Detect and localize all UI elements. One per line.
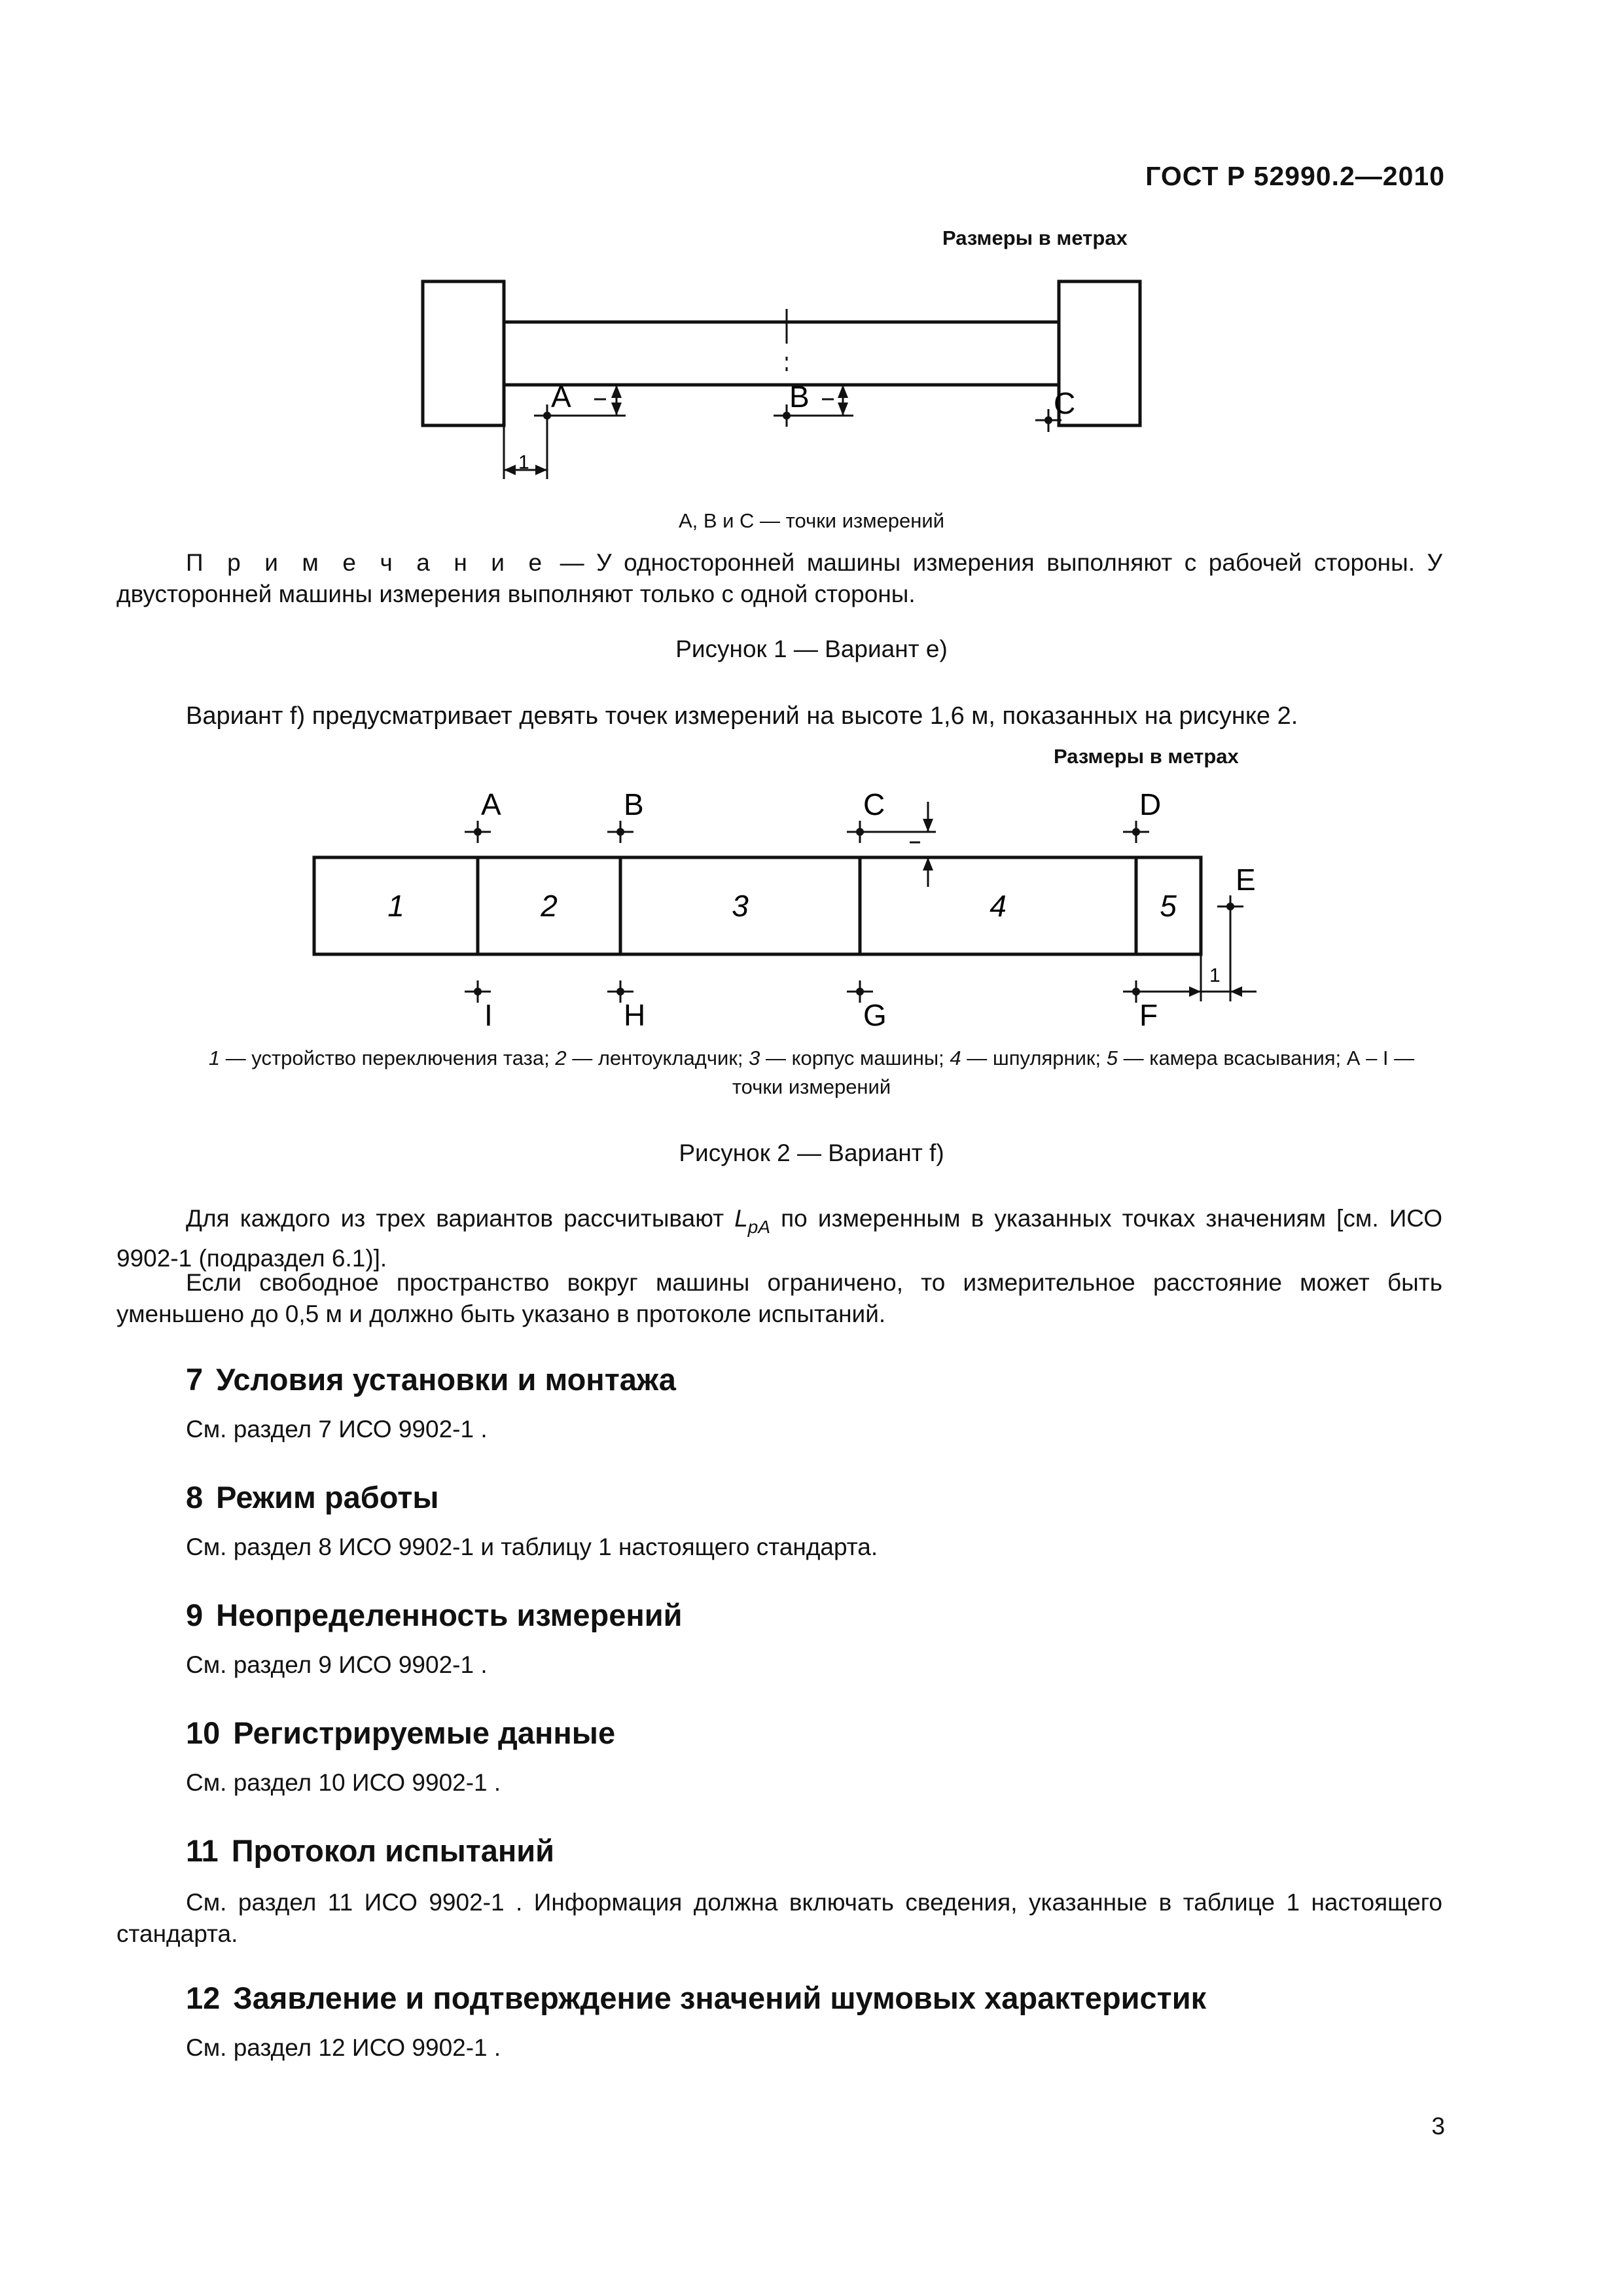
figure1-note: П р и м е ч а н и е — У односторонней машины измерения выполняют с рабочей стороны. У двусторонней машины измерения выполняют только с одной стороны.: [116, 549, 1442, 607]
figure2-caption: Рисунок 2 — Вариант f): [679, 1139, 944, 1166]
section-7-heading: 7 Условия установки и монтажа: [186, 1362, 676, 1397]
figure1-legend: A, B и C — точки измерений: [678, 509, 945, 532]
page-number: 3: [1431, 2113, 1445, 2140]
paragraph-free-space: Если свободное пространство вокруг машины ограничено, то измерительное расстояние может быть уменьшено до 0,5 м и должно быть указано в протоколе испытаний.: [116, 1269, 1442, 1327]
fig1-point-b-label: B: [789, 380, 810, 414]
section-9-text: См. раздел 9 ИСО 9902-1 .: [186, 1651, 488, 1678]
section-11-text: См. раздел 11 ИСО 9902-1 . Информация должна включать сведения, указанные в таблице 1 настоящего стандарта.: [116, 1889, 1442, 1947]
figure1-dimensions-note: Размеры в метрах: [942, 226, 1128, 249]
section-8-text: См. раздел 8 ИСО 9902-1 и таблицу 1 настоящего стандарта.: [186, 1534, 878, 1560]
fig2-point-g: G: [863, 998, 887, 1032]
standard-code: ГОСТ Р 52990.2—2010: [1145, 161, 1445, 191]
paragraph-calculation: Для каждого из трех вариантов рассчитывают $L_{pA}$ по измеренным в указанных точках значениям [см. ИСО 9902-1 (подраздел 6.1)].: [116, 1205, 1442, 1272]
section-10-text: См. раздел 10 ИСО 9902-1 .: [186, 1769, 501, 1796]
fig2-dimension-label: 1: [1209, 965, 1221, 986]
section-12-heading: 12 Заявление и подтверждение значений шумовых характеристик: [186, 1981, 1207, 2015]
fig2-point-i: I: [484, 998, 493, 1032]
figure1-caption: Рисунок 1 — Вариант e): [675, 636, 948, 662]
fig2-point-h: H: [624, 998, 646, 1032]
fig2-point-d: D: [1139, 787, 1162, 821]
fig2-section-4: 4: [990, 889, 1007, 923]
fig2-point-e: E: [1236, 863, 1256, 897]
section-11-heading: 11 Протокол испытаний: [186, 1833, 555, 1868]
fig1-dimension-label: 1: [518, 452, 529, 473]
machine-body: [504, 322, 1059, 385]
fig2-point-b: B: [624, 787, 644, 821]
fig1-point-a-label: A: [551, 380, 571, 414]
fig2-point-c: C: [863, 787, 885, 821]
fig2-point-f: F: [1139, 998, 1158, 1032]
figure2-intro: Вариант f) предусматривает девять точек измерений на высоте 1,6 м, показанных на рисунке 2.: [186, 702, 1298, 730]
figure2-legend: 1 — устройство переключения таза; 2 — лентоукладчик; 3 — корпус машины; 4 — шпулярник; 5 — камера всасывания; А – I — точки измерений: [208, 1047, 1415, 1098]
figure2-diagram: [288, 776, 1283, 1037]
fig2-section-3: 3: [732, 889, 749, 923]
figure1-diagram: [406, 268, 1152, 491]
section-7-text: См. раздел 7 ИСО 9902-1 .: [186, 1416, 488, 1443]
section-8-heading: 8 Режим работы: [186, 1480, 439, 1515]
left-end-block: [423, 281, 504, 425]
fig2-point-a: A: [481, 787, 501, 821]
fig2-section-5: 5: [1160, 889, 1177, 923]
fig1-point-c-label: C: [1054, 386, 1076, 420]
section-9-heading: 9 Неопределенность измерений: [186, 1598, 683, 1632]
figure2-dimensions-note: Размеры в метрах: [1054, 745, 1239, 768]
fig2-section-2: 2: [541, 889, 558, 923]
section-10-heading: 10 Регистрируемые данные: [186, 1715, 616, 1750]
fig2-section-1: 1: [387, 889, 404, 923]
section-12-text: См. раздел 12 ИСО 9902-1 .: [186, 2034, 501, 2061]
machine-outline: [314, 857, 1201, 954]
